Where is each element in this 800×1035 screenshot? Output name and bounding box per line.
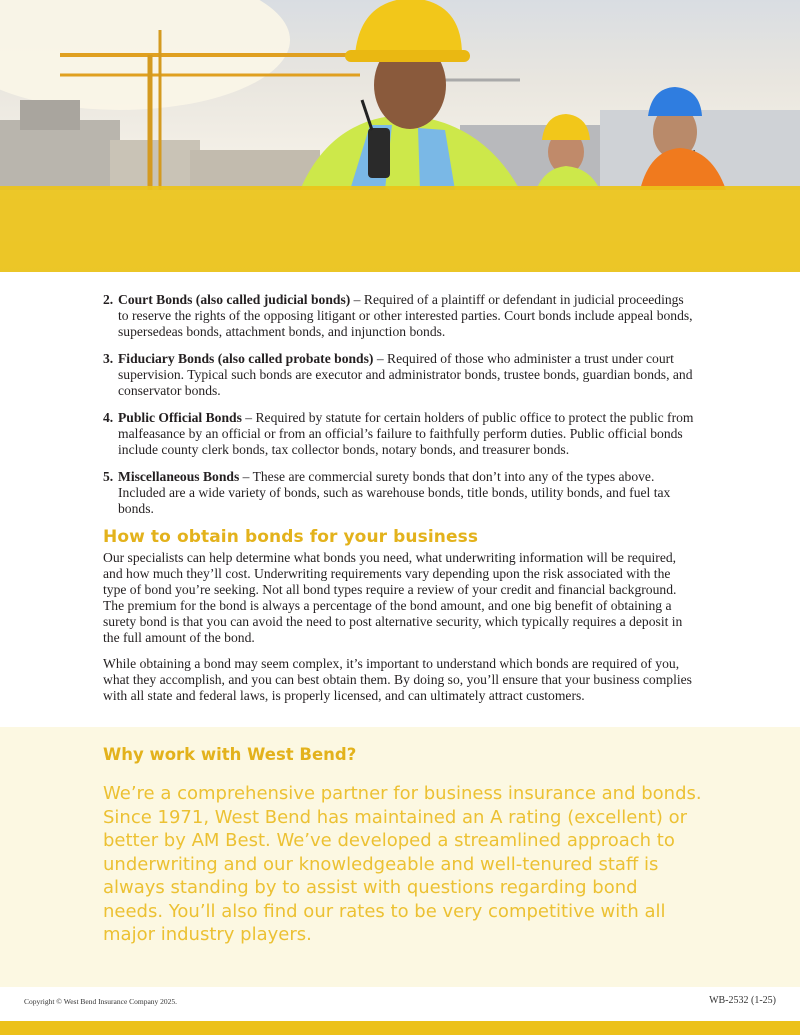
- list-item-title: Fiduciary Bonds (also called probate bonds): [118, 351, 374, 366]
- form-number: WB-2532 (1-25): [709, 995, 776, 1006]
- obtain-bonds-paragraph-2: While obtaining a bond may seem complex, it’s important to understand which bonds are required of you, what they accomplish, and you can best obtain them. By doing so, you’ll ensure that your business complies with all state and federal laws, is properly licensed, and can ultimately attract customers.: [103, 656, 692, 703]
- list-item-number: 3.: [103, 351, 114, 366]
- main-content: [103, 292, 695, 714]
- bond-types-list: [103, 292, 695, 517]
- why-west-bend-heading: Why work with West Bend?: [103, 745, 357, 764]
- list-item: [103, 292, 695, 340]
- list-item: [103, 469, 695, 517]
- list-item-title: Public Official Bonds: [118, 410, 242, 425]
- list-item: [103, 410, 695, 458]
- list-item-title: Miscellaneous Bonds: [118, 469, 240, 484]
- copyright-notice: Copyright © West Bend Insurance Company 2025.: [24, 997, 178, 1006]
- list-item-number: 5.: [103, 469, 114, 484]
- obtain-bonds-paragraph-1: Our specialists can help determine what bonds you need, what underwriting information will be required, and how much they’ll cost. Underwriting requirements vary depending upon the risk associated with the type of bond you’re seeking. Not all bond types require a review of your credit and financial background. The premium for the bond is always a percentage of the bond amount, and one big benefit of obtaining a surety bond is that you can avoid the need to post alternative security, which typically requires a deposit in the full amount of the bond.: [103, 550, 683, 645]
- footer-yellow-bar: [0, 1021, 800, 1035]
- why-west-bend-body: We’re a comprehensive partner for business insurance and bonds. Since 1971, West Bend has maintained an A rating (excellent) or better by AM Best. We’ve developed a streamlined approach to underwriting and our knowledgeable and well-tenured staff is always standing by to assist with questions regarding bond needs. You’ll also find our rates to be very competitive with all major industry players.: [103, 783, 702, 945]
- list-item-text: – Required of a plaintiff or defendant in judicial proceedings to reserve the rights of the opposing litigant or other interested parties. Court bonds include appeal bonds, supersedeas bonds, attachment bonds, and injunction bonds.: [118, 292, 693, 339]
- list-item-number: 2.: [103, 292, 114, 307]
- list-item-text: – These are commercial surety bonds that don’t into any of the types above. Included are a wide variety of bonds, such as warehouse bonds, title bonds, utility bonds, and fuel tax bonds.: [118, 469, 671, 516]
- hero-yellow-band: [0, 186, 800, 272]
- obtain-bonds-heading: How to obtain bonds for your business: [103, 527, 479, 547]
- list-item-number: 4.: [103, 410, 114, 425]
- list-item: [103, 351, 695, 399]
- hero-photo: [0, 0, 800, 272]
- list-item-title: Court Bonds (also called judicial bonds): [118, 292, 351, 307]
- list-item-text: – Required by statute for certain holders of public office to protect the public from malfeasance by an official or from an official’s failure to faithfully perform duties. Public official bonds include county clerk bonds, tax collector bonds, notary bonds, and treasurer bonds.: [118, 410, 694, 457]
- list-item-text: – Required of those who administer a trust under court supervision. Typical such bonds are executor and administrator bonds, trustee bonds, guardian bonds, and conservator bonds.: [118, 351, 693, 398]
